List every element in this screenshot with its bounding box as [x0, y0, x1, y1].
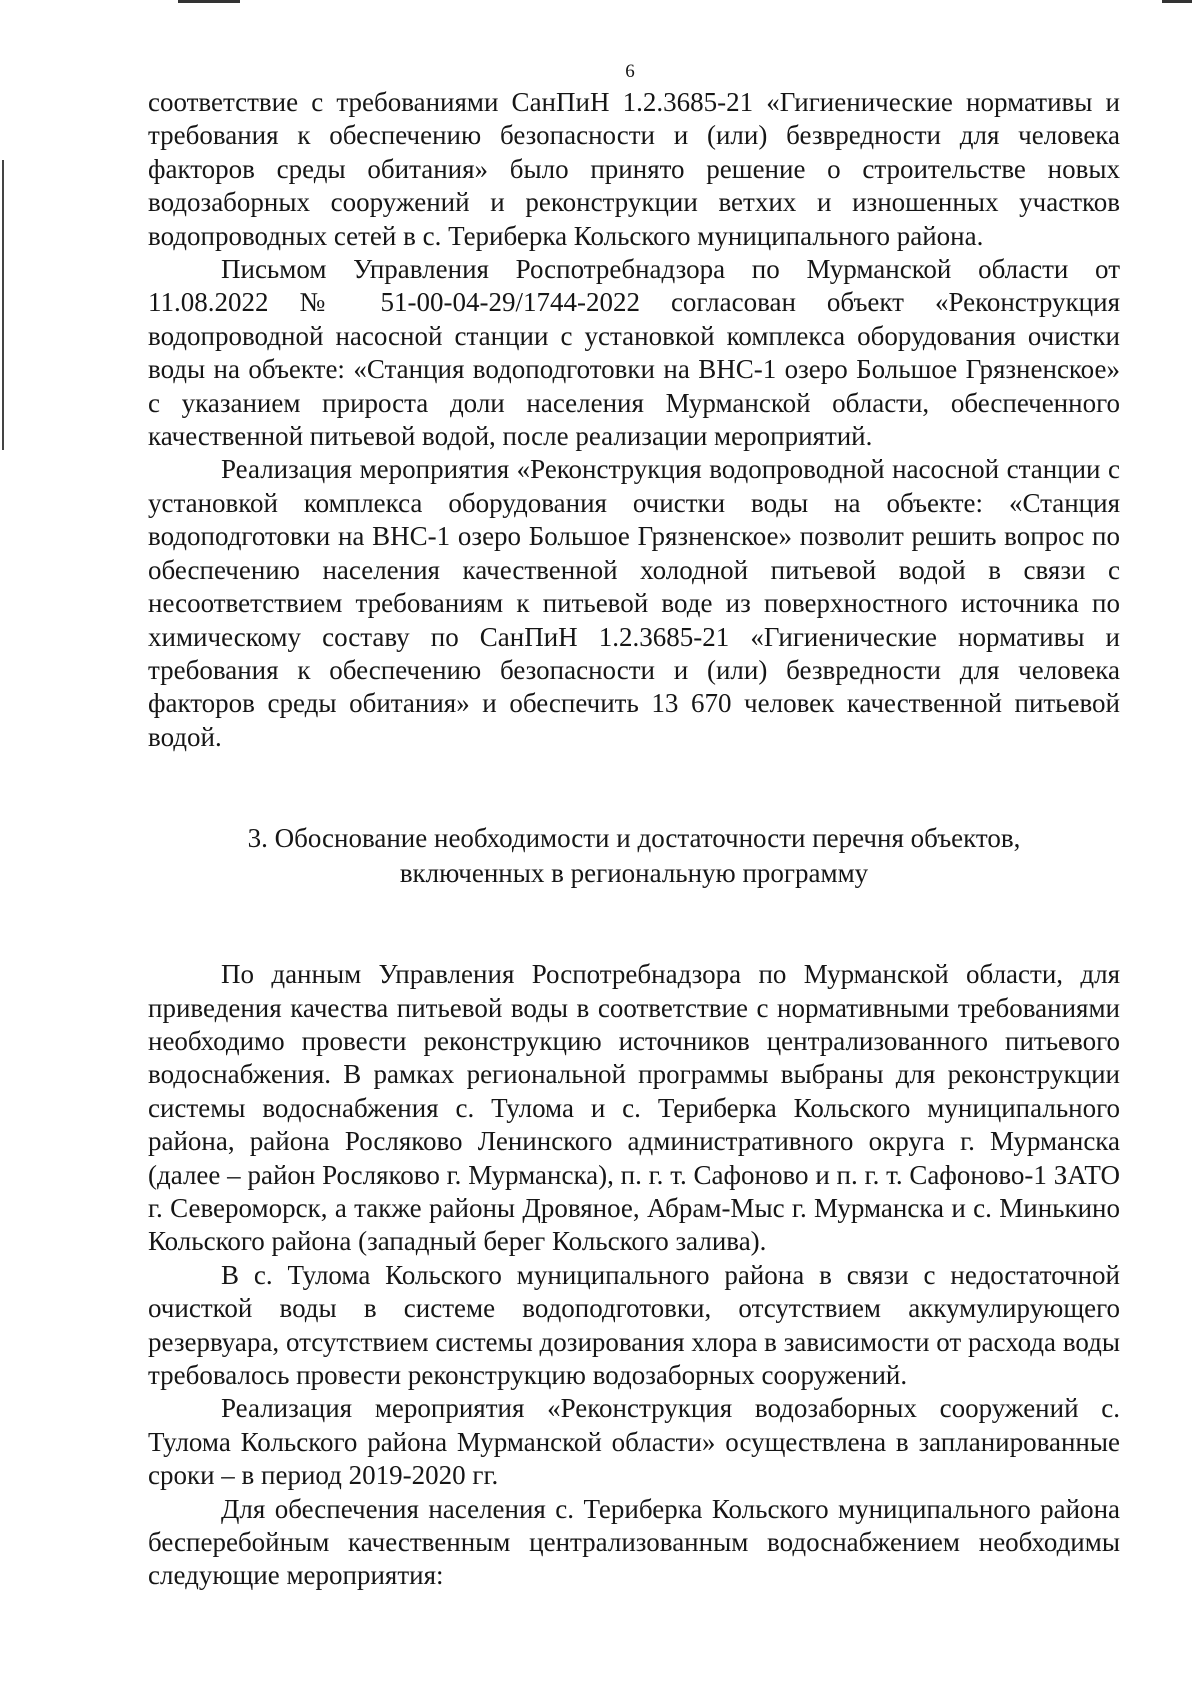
section-heading-line: 3. Обоснование необходимости и достаточности перечня объектов, — [247, 823, 1021, 854]
scan-artifact-top-left — [178, 0, 240, 3]
paragraph: соответствие с требованиями СанПиН 1.2.3685-21 «Гигиенические нормативы и требования к обеспечению безопасности и (или) безвредности для человека факторов среды обитания» было принято решение о строительстве новых водозаборных сооружений и реконструкции ветхих и изношенных участков водопроводных сетей в с. Териберка Кольского муниципального района. — [148, 87, 1120, 251]
section-heading — [148, 821, 1120, 891]
paragraph: Письмом Управления Роспотребнадзора по Мурманской области от 11.08.2022 № 51-00-04-29/1744-2022 согласован объект «Реконструкция водопроводной насосной станции с установкой комплекса оборудования очистки воды на объекте: «Станция водоподготовки на ВНС-1 озеро Большое Грязненское» с указанием прироста доли населения Мурманской области, обеспеченного качественной питьевой водой, после реализации мероприятий. — [148, 254, 1120, 452]
paragraph: Реализация мероприятия «Реконструкция водопроводной насосной станции с установкой комплекса оборудования очистки воды на объекте: «Станция водоподготовки на ВНС-1 озеро Большое Грязненское» позволит решить вопрос по обеспечению населения качественной холодной питьевой водой в связи с несоответствием требованиям к питьевой воде из поверхностного источника по химическому составу по СанПиН 1.2.3685-21 «Гигиенические нормативы и требования к обеспечению безопасности и (или) безвредности для человека факторов среды обитания» и обеспечить 13 670 человек качественной питьевой водой. — [148, 454, 1120, 752]
page-number: 6 — [625, 61, 635, 82]
paragraph: В с. Тулома Кольского муниципального района в связи с недостаточной очисткой воды в системе водоподготовки, отсутствием аккумулирующего резервуара, отсутствием системы дозирования хлора в зависимости от расхода воды требовалось провести реконструкцию водозаборных сооружений. — [148, 1259, 1120, 1390]
paragraph: Для обеспечения населения с. Териберка Кольского муниципального района бесперебойным качественным централизованным водоснабжением необходимы следующие мероприятия: — [148, 1493, 1120, 1591]
scan-artifact-top-right — [1162, 0, 1192, 3]
paragraph: По данным Управления Роспотребнадзора по Мурманской области, для приведения качества питьевой воды в соответствие с нормативными требованиями необходимо провести реконструкцию источников централизованного питьевого водоснабжения. В рамках региональной программы выбраны для реконструкции системы водоснабжения с. Тулома и с. Териберка Кольского муниципального района, района Росляково Ленинского административного округа г. Мурманска (далее – район Росляково г. Мурманска), п. г. т. Сафоново и п. г. т. Сафоново-1 ЗАТО г. Североморск, а также районы Дровяное, Абрам-Мыс г. Мурманска и с. Минькино Кольского района (западный берег Кольского залива). — [148, 959, 1120, 1257]
document-body — [148, 86, 1120, 1593]
scan-artifact-left-edge — [2, 160, 4, 450]
section-heading-line: включенных в региональную программу — [399, 858, 869, 889]
paragraph: Реализация мероприятия «Реконструкция водозаборных сооружений с. Тулома Кольского района Мурманской области» осуществлена в запланированные сроки – в период 2019-2020 гг. — [148, 1393, 1120, 1491]
